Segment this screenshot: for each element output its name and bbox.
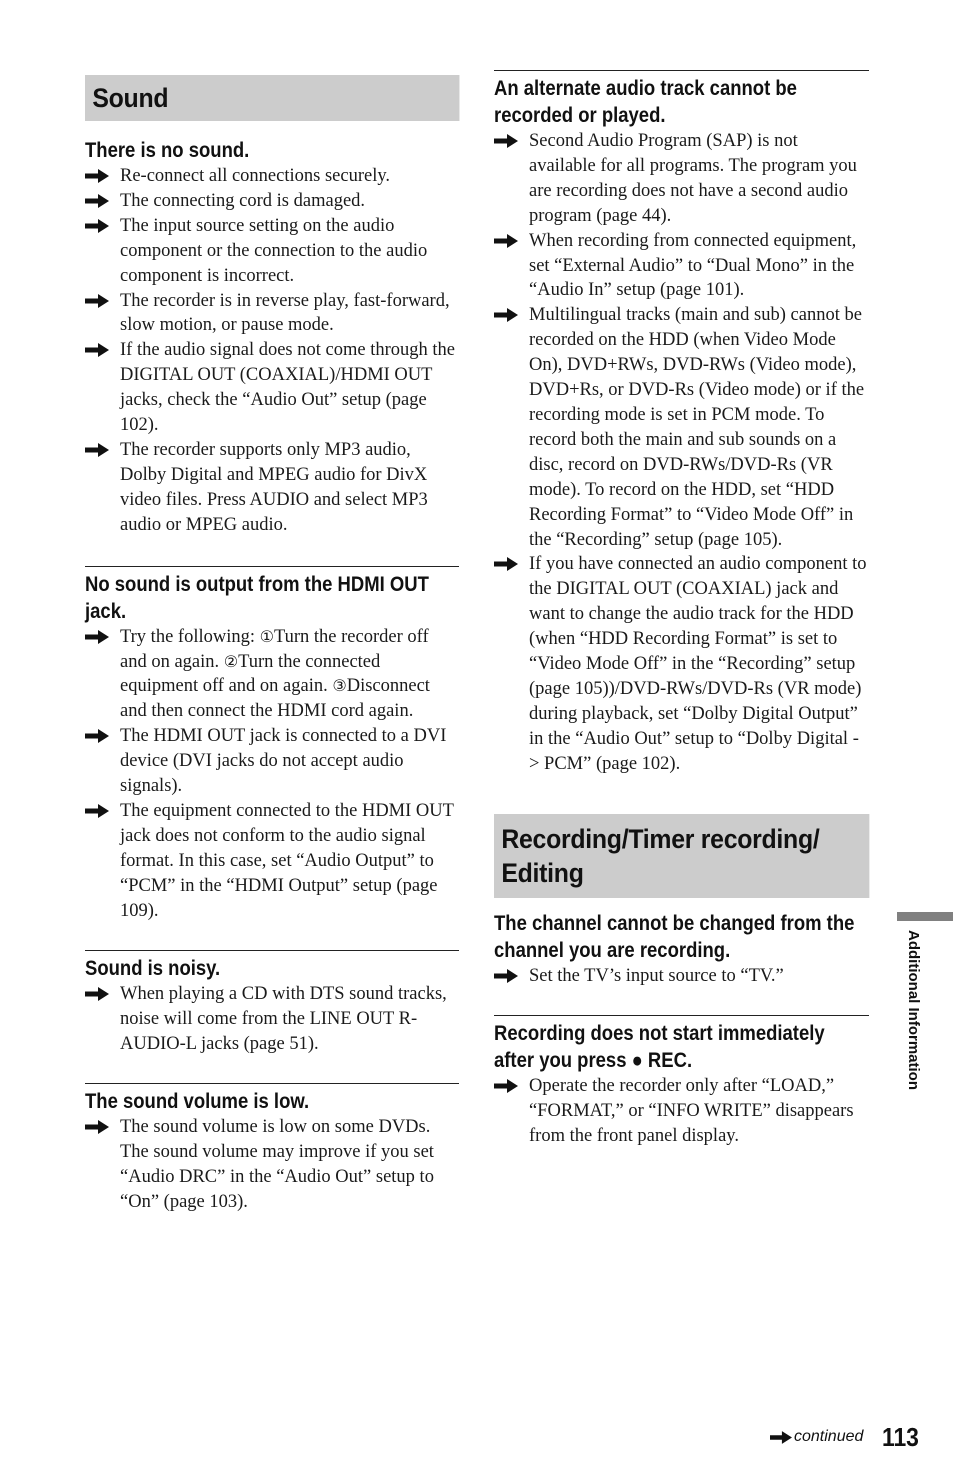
list-item: If you have connected an audio component to the DIGITAL OUT (COAXIAL) jack and want to change the audio track for the HDD (when “HDD Recording Format” is set to “Video Mode Off” in the “Recording” setup (page 105))/DVD-RWs/DVD-Rs (VR mode) during playback, set “Dolby Digital Output” in the “Audio Out” setup to “Dolby Digital -> PCM” (page 102).: [494, 552, 869, 776]
list-item: Try the following: ①Turn the recorder off and on again. ②Turn the connected equipment off and on again. ③Disconnect and then connect the HDMI cord again.: [85, 625, 459, 725]
list-item: The equipment connected to the HDMI OUT jack does not conform to the audio signal format. In this case, set “Audio Output” to “PCM” in the “HDMI Output” setup (page 109).: [85, 799, 459, 924]
list-item: Re-connect all connections securely.: [85, 164, 459, 189]
right-arrow-icon: [85, 1120, 109, 1134]
right-arrow-icon: [85, 194, 109, 208]
item-list: [85, 164, 459, 538]
right-arrow-icon: [85, 219, 109, 233]
right-column: [494, 70, 869, 1149]
left-column: [85, 70, 459, 1215]
right-arrow-icon: [494, 1079, 518, 1093]
right-arrow-icon: [494, 557, 518, 571]
right-arrow-icon: [85, 343, 109, 357]
entry-title: Sound is noisy.: [85, 957, 221, 981]
list-item: Set the TV’s input source to “TV.”: [494, 964, 869, 989]
side-tab-marker: [897, 912, 953, 921]
item-list: [494, 964, 869, 989]
list-item: The recorder supports only MP3 audio, Dolby Digital and MPEG audio for DivX video files. Press AUDIO and select MP3 audio or MPEG audio.: [85, 438, 459, 538]
list-item: The input source setting on the audio component or the connection to the audio component is incorrect.: [85, 214, 459, 289]
entry-title: The channel cannot be changed from the channel you are recording.: [494, 911, 855, 962]
entry-sound-noisy: [85, 950, 459, 1057]
right-arrow-icon: [494, 308, 518, 322]
entry-volume-low: [85, 1083, 459, 1215]
right-arrow-icon: [85, 443, 109, 457]
right-arrow-icon: [494, 969, 518, 983]
side-tab-label: Additional Information: [905, 930, 922, 1090]
list-item: When playing a CD with DTS sound tracks, noise will come from the LINE OUT R-AUDIO-L jacks (page 51).: [85, 982, 459, 1057]
entry-title: Recording does not start immediately after you press ● REC.: [494, 1022, 825, 1073]
record-dot-icon: ●: [631, 1049, 643, 1073]
list-item: The sound volume is low on some DVDs. The sound volume may improve if you set “Audio DRC” in the “Audio Out” setup to “On” (page 103).: [85, 1115, 459, 1215]
right-arrow-icon: [85, 804, 109, 818]
list-item: The connecting cord is damaged.: [85, 189, 459, 214]
list-item: If the audio signal does not come through the DIGITAL OUT (COAXIAL)/HDMI OUT jacks, check the “Audio Out” setup (page 102).: [85, 338, 459, 438]
right-arrow-icon: [85, 630, 109, 644]
list-item: When recording from connected equipment, set “External Audio” to “Dual Mono” in the “Audio In” setup (page 101).: [494, 229, 869, 304]
section-header-recording: Recording/Timer recording/ Editing: [494, 814, 869, 898]
page-number: 113: [882, 1422, 919, 1452]
right-arrow-icon: [85, 169, 109, 183]
item-list: [85, 1115, 459, 1215]
entry-recording-not-start: [494, 1015, 869, 1149]
continued-indicator: [770, 1428, 863, 1446]
step-number-2: ②: [223, 651, 239, 671]
right-arrow-icon: [85, 987, 109, 1001]
entry-title: An alternate audio track cannot be recorded or played.: [494, 77, 797, 127]
entry-title: The sound volume is low.: [85, 1090, 310, 1114]
right-arrow-icon: [85, 729, 109, 743]
list-item: Second Audio Program (SAP) is not available for all programs. The program you are recording does not have a second audio program (page 44).: [494, 129, 869, 229]
list-item: The HDMI OUT jack is connected to a DVI device (DVI jacks do not accept audio signals).: [85, 724, 459, 799]
continued-label: continued: [794, 1428, 864, 1445]
entry-no-sound: [85, 137, 459, 538]
entry-no-hdmi-sound: [85, 566, 459, 924]
list-item: Multilingual tracks (main and sub) cannot be recorded on the HDD (when Video Mode On), DVD+RWs, DVD-RWs (Video mode), DVD+Rs, or DVD-Rs (Video mode) or if the recording mode is set in PCM mode. To record both the main and sub sounds on a disc, record on DVD-RWs/DVD-Rs (VR mode). To record on the HDD, set “HDD Recording Format” to “Video Mode Off” in the “Recording” setup (page 105).: [494, 303, 869, 552]
item-list: [85, 625, 459, 924]
entry-title: No sound is output from the HDMI OUT jack.: [85, 572, 429, 623]
list-item: Operate the recorder only after “LOAD,” “FORMAT,” or “INFO WRITE” disappears from the front panel display.: [494, 1074, 869, 1149]
right-arrow-icon: [770, 1431, 792, 1444]
step-number-3: ③: [332, 676, 347, 696]
section-header-sound: Sound: [85, 75, 459, 121]
item-list: [494, 129, 869, 777]
right-arrow-icon: [85, 294, 109, 308]
step-number-1: ①: [259, 626, 274, 646]
list-item: The recorder is in reverse play, fast-forward, slow motion, or pause mode.: [85, 289, 459, 339]
right-arrow-icon: [494, 134, 518, 148]
item-list: [85, 982, 459, 1057]
entry-title: There is no sound.: [85, 139, 250, 162]
entry-channel-change: [494, 910, 869, 989]
item-list: [494, 1074, 869, 1149]
right-arrow-icon: [494, 234, 518, 248]
entry-alternate-audio: [494, 70, 869, 777]
